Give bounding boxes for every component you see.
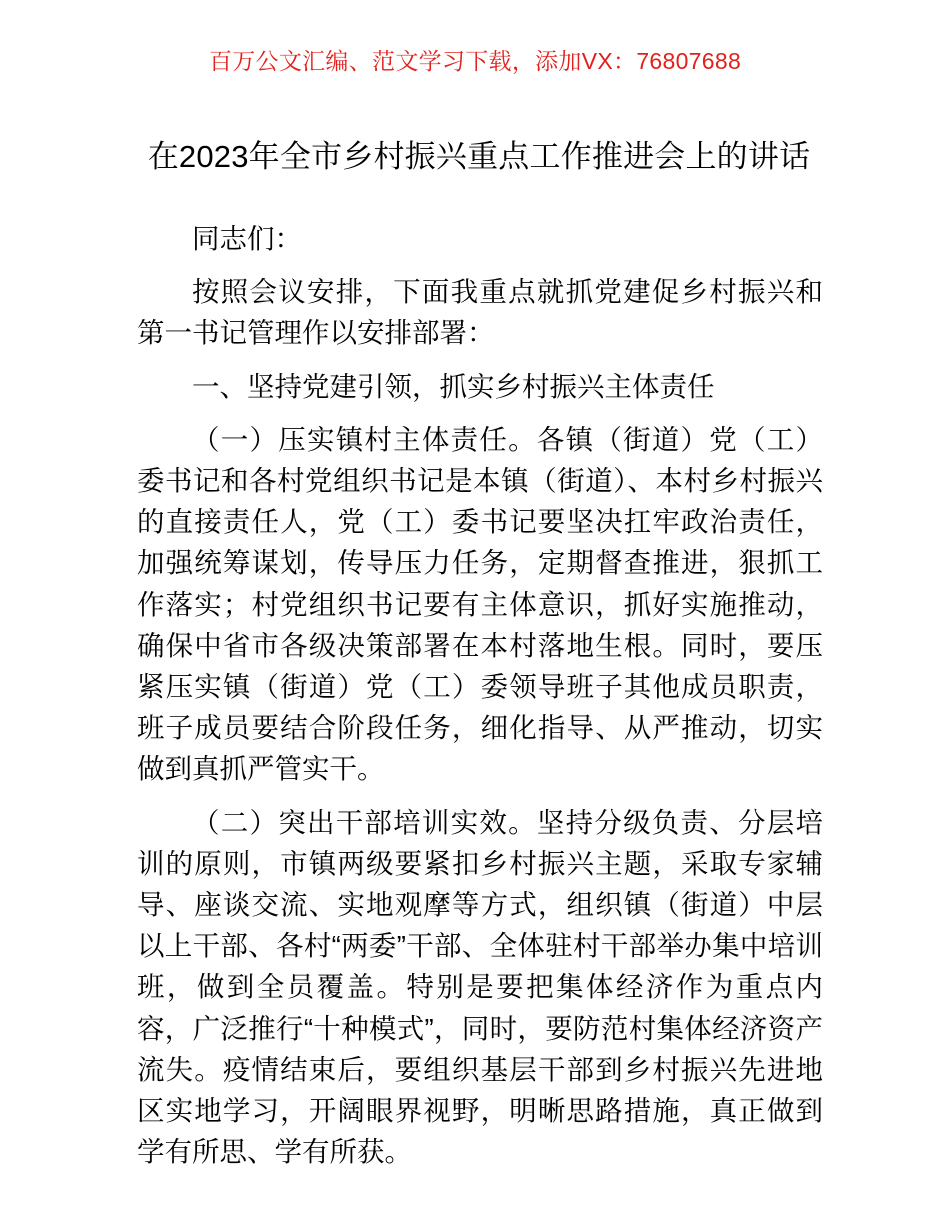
subsection-1-2: （二）突出干部培训实效。坚持分级负责、分层培训的原则，市镇两级要紧扣乡村振兴主题，采取专家辅导、座谈交流、实地观摩等方式，组织镇（街道）中层以上干部、各村“两委”干部、全体驻村干部举办集中培训班，做到全员覆盖。特别是要把集体经济作为重点内容，广泛推行“十种模式”，同时，要防范村集体经济资产流失。疫情结束后，要组织基层干部到乡村振兴先进地区实地学习，开阔眼界视野，明晰思路措施，真正做到学有所思、学有所获。 — [137, 806, 823, 1168]
promo-banner — [0, 50, 950, 73]
subsection-1-1: （一）压实镇村主体责任。各镇（街道）党（工）委书记和各村党组织书记是本镇（街道）、本村乡村振兴的直接责任人，党（工）委书记要坚决扛牢政治责任，加强统筹谋划，传导压力任务，定期督查推进，狠抓工作落实；村党组织书记要有主体意识，抓好实施推动，确保中省市各级决策部署在本村落地生根。同时，要压紧压实镇（街道）党（工）委领导班子其他成员职责，班子成员要结合阶段任务，细化指导、从严推动，切实做到真抓严管实干。 — [137, 423, 823, 785]
paragraph-salutation: 同志们： — [192, 223, 302, 254]
section-heading-1: 一、坚持党建引领，抓实乡村振兴主体责任 — [192, 370, 715, 402]
paragraph-intro: 按照会议安排，下面我重点就抓党建促乡村振兴和第一书记管理作以安排部署： — [137, 276, 823, 349]
document-body — [137, 218, 823, 1172]
page-title: 在2023年全市乡村振兴重点工作推进会上的讲话 — [147, 138, 811, 174]
promo-header-text: 百万公文汇编、范文学习下载，添加VX：76807688 — [208, 48, 742, 74]
